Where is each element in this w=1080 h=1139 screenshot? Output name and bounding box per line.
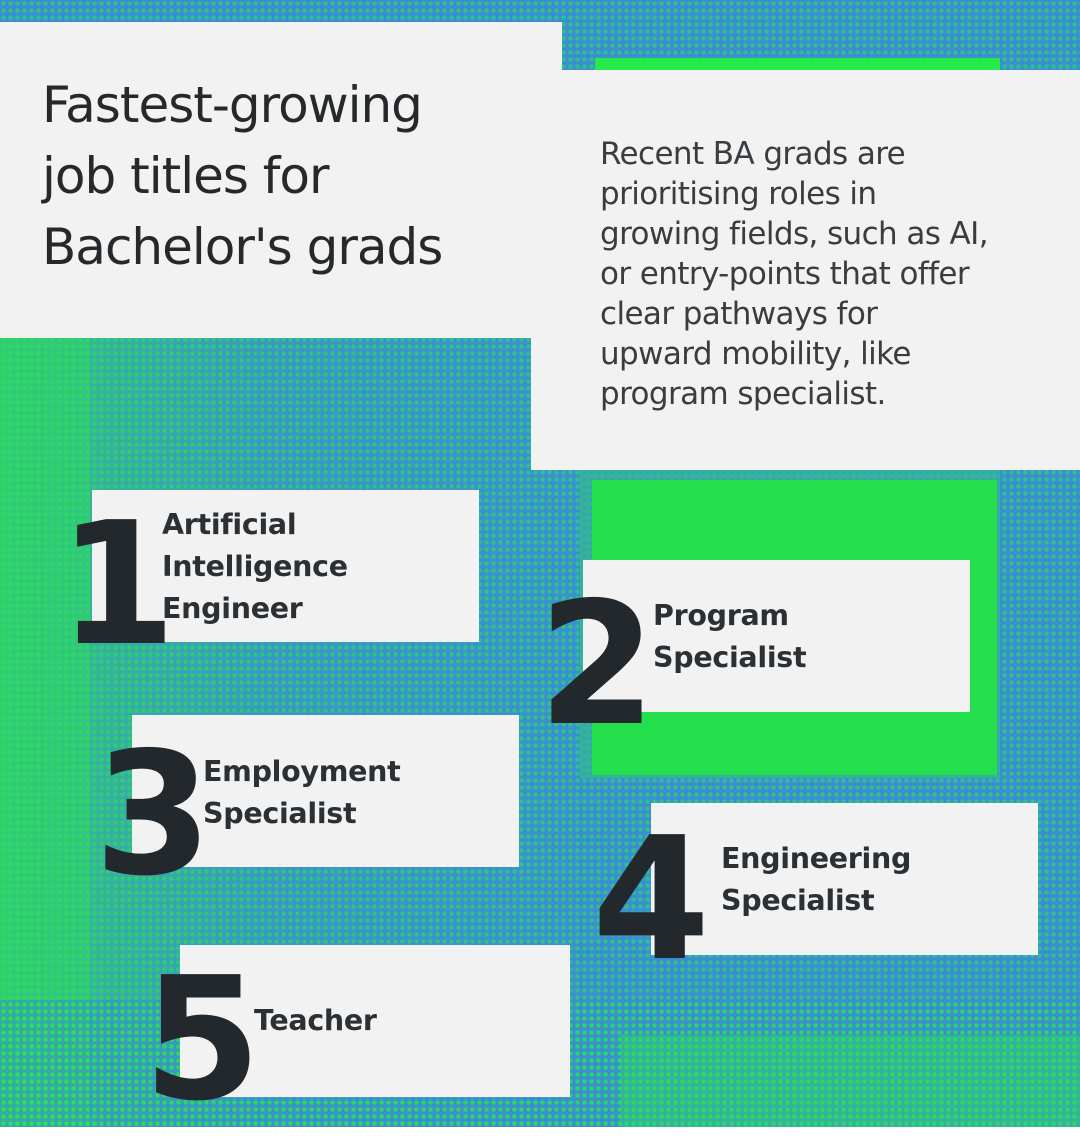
job-title-4 xyxy=(721,838,911,922)
job-title-line: Employment xyxy=(203,755,401,788)
job-title-line: Specialist xyxy=(653,641,807,674)
job-title-line: Specialist xyxy=(203,797,357,830)
description-text xyxy=(600,134,1070,414)
title-line: Bachelor's grads xyxy=(42,218,443,276)
rank-number-2: 2 xyxy=(538,566,653,764)
job-title-line: Teacher xyxy=(254,1004,377,1037)
job-title-5 xyxy=(254,1000,377,1042)
description-line: or entry-points that offer xyxy=(600,256,970,292)
title-line: Fastest-growing xyxy=(42,76,422,134)
job-title-line: Engineer xyxy=(162,592,303,625)
job-title-1 xyxy=(162,504,348,630)
title-line: job titles for xyxy=(42,147,329,205)
description-line: growing fields, such as AI, xyxy=(600,216,988,252)
job-title-2 xyxy=(653,595,806,679)
description-line: clear pathways for xyxy=(600,296,878,332)
rank-number-5: 5 xyxy=(143,941,258,1139)
job-title-line: Artificial xyxy=(162,508,297,541)
description-line: Recent BA grads are xyxy=(600,136,906,172)
description-line: upward mobility, like xyxy=(600,336,911,372)
job-title-line: Intelligence xyxy=(162,550,348,583)
rank-number-3: 3 xyxy=(94,716,209,914)
job-title-line: Program xyxy=(653,599,789,632)
rank-number-1: 1 xyxy=(58,486,173,684)
job-title-line: Engineering xyxy=(721,842,912,875)
page-title xyxy=(42,70,542,283)
job-title-3 xyxy=(203,751,400,835)
rank-number-4: 4 xyxy=(592,801,707,999)
description-line: prioritising roles in xyxy=(600,176,877,212)
description-line: program specialist. xyxy=(600,376,886,412)
job-title-line: Specialist xyxy=(721,884,875,917)
